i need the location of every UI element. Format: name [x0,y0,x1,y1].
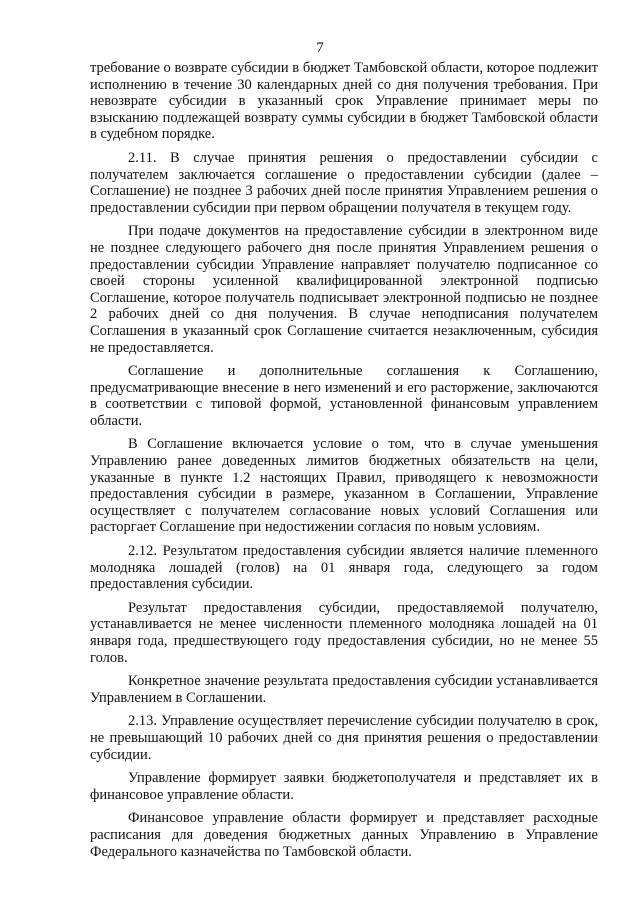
paragraph-2-13: 2.13. Управление осуществляет перечисление субсидии получателю в срок, не превышающий 10 рабочих дней со дня принятия решения о предоставлении субсидии. [90,713,598,763]
paragraph-financial-schedules: Финансовое управление области формирует и представляет расходные расписания для доведения бюджетных данных Управлению в Управление Федерального казначейства по Тамбовской области. [90,810,598,860]
paragraph-2-12: 2.12. Результатом предоставления субсидии является наличие племенного молодняка лошадей (голов) на 01 января года, следующего за годом предоставления субсидии. [90,543,598,593]
page-number: 7 [316,40,324,56]
paragraph-requirement-return: требование о возврате субсидии в бюджет Тамбовской области, которое подлежит исполнению в течение 30 календарных дней со дня получения требования. При невозврате субсидии в указанный срок Управление принимает меры по взысканию подлежащей возврату суммы субсидии в бюджет Тамбовской области в судебном порядке. [90,60,598,143]
paragraph-requests: Управление формирует заявки бюджетополучателя и представляет их в финансовое управление области. [90,770,598,803]
paragraph-limits-condition: В Соглашение включается условие о том, что в случае уменьшения Управлению ранее доведенных лимитов бюджетных обязательств на цели, указанные в пункте 1.2 настоящих Правил, приводящего к невозможности предоставления субсидии в размере, указанном в Соглашении, Управление осуществляет с получателем согласование новых условий Соглашения или расторгает Соглашение при недостижении согласия по новым условиям. [90,436,598,536]
document-body [90,60,598,867]
paragraph-result-value: Конкретное значение результата предоставления субсидии устанавливается Управлением в Соглашении. [90,673,598,706]
paragraph-2-11: 2.11. В случае принятия решения о предоставлении субсидии с получателем заключается соглашение о предоставлении субсидии (далее – Соглашение) не позднее 3 рабочих дней после принятия Управлением решения о предоставлении субсидии при первом обращении получателя в текущем году. [90,149,598,216]
paragraph-result-threshold: Результат предоставления субсидии, предоставляемой получателю, устанавливается не менее численности племенного молодняка лошадей на 01 января года, предшествующего году предоставления субсидии, но не менее 55 голов. [90,599,598,666]
paragraph-electronic-submission: При подаче документов на предоставление субсидии в электронном виде не позднее следующего рабочего дня после принятия Управлением решения о предоставлении субсидии Управление направляет получателю подписанное со своей стороны усиленной квалифицированной электронной подписью Соглашение, которое получатель подписывает электронной подписью не позднее 2 рабочих дней со дня получения. В случае неподписания получателем Соглашения в указанный срок Соглашение считается незаключенным, субсидия не предоставляется. [90,223,598,356]
paragraph-agreement-form: Соглашение и дополнительные соглашения к Соглашению, предусматривающие внесение в него изменений и его расторжение, заключаются в соответствии с типовой формой, установленной финансовым управлением области. [90,363,598,429]
